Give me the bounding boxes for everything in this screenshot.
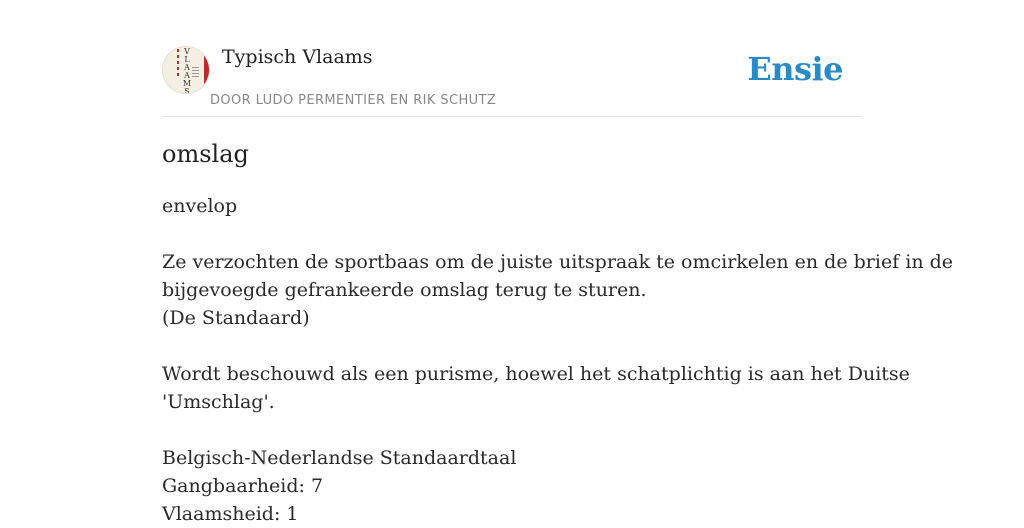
language-label: Belgisch-Nederlandse Standaardtaal: [162, 447, 517, 469]
entry-word: omslag: [162, 140, 249, 168]
example-source: (De Standaard): [162, 307, 310, 329]
vlaamsheid-label: Vlaamsheid: 1: [162, 503, 299, 525]
book-authors: DOOR LUDO PERMENTIER EN RIK SCHUTZ: [210, 93, 497, 108]
note-line-2: 'Umschlag'.: [162, 391, 275, 413]
cover-text-lines: [192, 67, 199, 68]
entry-content: [162, 192, 954, 528]
cover-decoration: [177, 49, 179, 79]
cover-stripe: [204, 47, 209, 94]
example-line-1: Ze verzochten de sportbaas om de juiste uitspraak te omcirkelen en de brief in de: [162, 251, 954, 273]
page: [162, 0, 954, 525]
book-cover-icon[interactable]: [162, 46, 210, 94]
brand-logo-link[interactable]: Ensie: [747, 50, 843, 88]
spacer: [162, 416, 862, 444]
spacer: [162, 332, 862, 360]
note-line-1: Wordt beschouwd als een purisme, hoewel het schatplichtig is aan het Duitse: [162, 363, 910, 385]
cover-letters: V L A A M S: [182, 47, 192, 94]
gangbaarheid-label: Gangbaarheid: 7: [162, 475, 324, 497]
example-line-2: bijgevoegde gefrankeerde omslag terug te sturen.: [162, 279, 647, 301]
book-title[interactable]: Typisch Vlaams: [222, 46, 373, 68]
entry-definition: envelop: [162, 195, 238, 217]
header: [162, 0, 862, 117]
spacer: [162, 220, 862, 248]
